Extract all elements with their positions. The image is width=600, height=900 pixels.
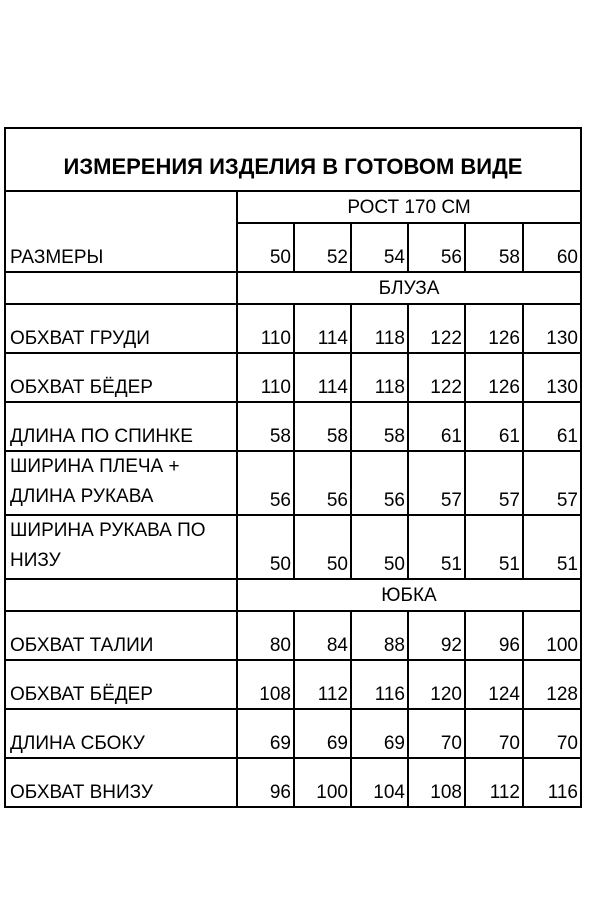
value-cell: 80	[237, 611, 294, 660]
value-cell: 92	[408, 611, 465, 660]
value-cell: 88	[351, 611, 408, 660]
value-cell: 114	[294, 353, 351, 402]
row-label: ОБХВАТ БЁДЕР	[5, 353, 237, 402]
section-title: БЛУЗА	[237, 272, 581, 304]
value-cell: 122	[408, 304, 465, 353]
value-cell: 61	[465, 402, 523, 451]
size-cell: 50	[237, 223, 294, 272]
value-cell: 108	[237, 660, 294, 709]
value-cell: 51	[465, 515, 523, 579]
value-cell: 57	[408, 451, 465, 515]
value-cell: 110	[237, 353, 294, 402]
value-cell: 57	[523, 451, 581, 515]
value-cell: 100	[523, 611, 581, 660]
size-cell: 60	[523, 223, 581, 272]
value-cell: 56	[294, 451, 351, 515]
row-label: ОБХВАТ ТАЛИИ	[5, 611, 237, 660]
value-cell: 51	[523, 515, 581, 579]
value-cell: 126	[465, 304, 523, 353]
value-cell: 61	[523, 402, 581, 451]
table-row	[5, 402, 581, 451]
value-cell: 56	[351, 451, 408, 515]
row-label: ОБХВАТ ВНИЗУ	[5, 758, 237, 807]
size-cell: 56	[408, 223, 465, 272]
table-row	[5, 758, 581, 807]
value-cell: 50	[294, 515, 351, 579]
value-cell: 104	[351, 758, 408, 807]
value-cell: 96	[465, 611, 523, 660]
value-cell: 116	[351, 660, 408, 709]
title-row	[5, 128, 581, 191]
value-cell: 120	[408, 660, 465, 709]
value-cell: 51	[408, 515, 465, 579]
value-cell: 57	[465, 451, 523, 515]
value-cell: 84	[294, 611, 351, 660]
value-cell: 124	[465, 660, 523, 709]
value-cell: 70	[523, 709, 581, 758]
value-cell: 58	[294, 402, 351, 451]
value-cell: 130	[523, 353, 581, 402]
value-cell: 108	[408, 758, 465, 807]
table-row	[5, 660, 581, 709]
height-row	[5, 191, 581, 223]
row-label: ОБХВАТ ГРУДИ	[5, 304, 237, 353]
value-cell: 128	[523, 660, 581, 709]
table-row	[5, 709, 581, 758]
value-cell: 69	[237, 709, 294, 758]
table-row	[5, 515, 581, 579]
value-cell: 122	[408, 353, 465, 402]
value-cell: 116	[523, 758, 581, 807]
value-cell: 58	[237, 402, 294, 451]
value-cell: 70	[408, 709, 465, 758]
value-cell: 50	[351, 515, 408, 579]
row-label: ШИРИНА РУКАВА ПО НИЗУ	[5, 515, 237, 579]
section-spacer	[5, 579, 237, 611]
value-cell: 50	[237, 515, 294, 579]
section-header-row	[5, 272, 581, 304]
sizes-label: РАЗМЕРЫ	[5, 191, 237, 272]
section-spacer	[5, 272, 237, 304]
value-cell: 56	[237, 451, 294, 515]
table-row	[5, 304, 581, 353]
table-title: ИЗМЕРЕНИЯ ИЗДЕЛИЯ В ГОТОВОМ ВИДЕ	[5, 128, 581, 191]
section-header-row	[5, 579, 581, 611]
value-cell: 100	[294, 758, 351, 807]
value-cell: 61	[408, 402, 465, 451]
size-cell: 54	[351, 223, 408, 272]
value-cell: 58	[351, 402, 408, 451]
value-cell: 70	[465, 709, 523, 758]
section-title: ЮБКА	[237, 579, 581, 611]
value-cell: 112	[465, 758, 523, 807]
table-row	[5, 353, 581, 402]
height-label: РОСТ 170 СМ	[237, 191, 581, 223]
table-row	[5, 611, 581, 660]
value-cell: 69	[351, 709, 408, 758]
row-label: ШИРИНА ПЛЕЧА + ДЛИНА РУКАВА	[5, 451, 237, 515]
value-cell: 126	[465, 353, 523, 402]
table-row	[5, 451, 581, 515]
value-cell: 69	[294, 709, 351, 758]
value-cell: 96	[237, 758, 294, 807]
row-label: ДЛИНА СБОКУ	[5, 709, 237, 758]
value-cell: 130	[523, 304, 581, 353]
row-label: ДЛИНА ПО СПИНКЕ	[5, 402, 237, 451]
value-cell: 110	[237, 304, 294, 353]
value-cell: 114	[294, 304, 351, 353]
value-cell: 118	[351, 304, 408, 353]
row-label: ОБХВАТ БЁДЕР	[5, 660, 237, 709]
value-cell: 118	[351, 353, 408, 402]
value-cell: 112	[294, 660, 351, 709]
size-cell: 52	[294, 223, 351, 272]
size-chart-table	[4, 127, 582, 808]
size-cell: 58	[465, 223, 523, 272]
